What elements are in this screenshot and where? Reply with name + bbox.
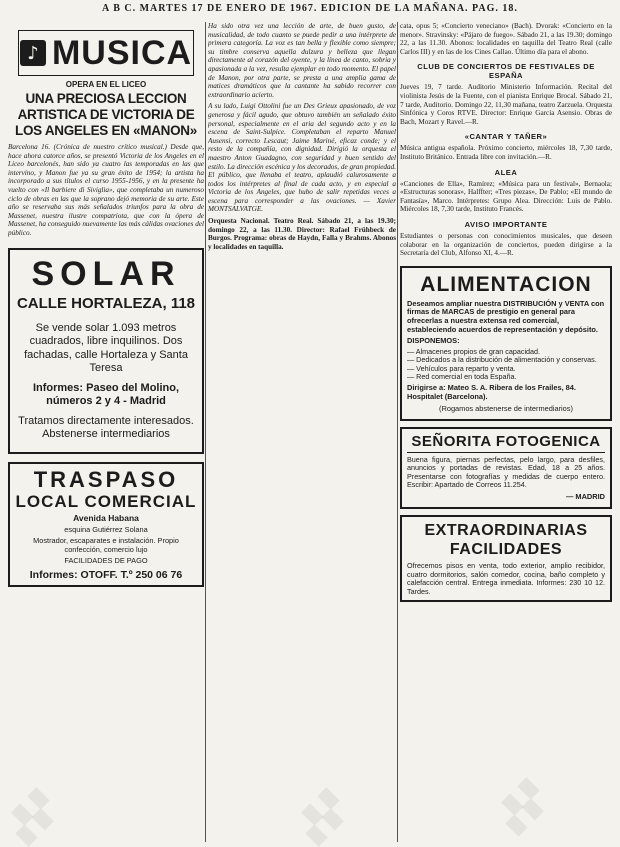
column-divider (397, 22, 398, 842)
column-middle (208, 22, 396, 842)
watermark-mark: ▞▞ (295, 789, 352, 846)
senorita-ad-body: Buena figura, piernas perfectas, pelo largo, para desfiles, anuncios y portadas de revistas. Edad, 18 a 25 años. Presentarse con fotografías y medidas de cuerpo entero. Escribir: Apartado de Correos 11.254. (407, 454, 605, 490)
traspaso-ad-line: FACILIDADES DE PAGO (64, 555, 148, 565)
article-lead: Barcelona 16. (Crónica de nuestro crítico musical.) Desde que, hace ahora catorce años, se presentó Victoria de los Angeles en el Liceo barcelonés, han sido ya cuatro las temporadas en las que intervino, y Manon fue ya su gran éxito de 1954; la artista ha incorporado a sus títulos el curso 1955-1956, y en la presente ha vuelto con «Il barbiere di Siviglia», que completaba un numeroso ciclo de obras en las que la soprano dejó memoria de su arte. Este año se reservaba sus más señalados triunfos para la obra de Massenet, nuestra ilustre compatriota, que con la ópera de Massenet, ha conseguido nuevamente las más cálidas ovaciones del público. (8, 143, 204, 237)
page-header: A B C. MARTES 17 DE ENERO DE 1967. EDICION DE LA MAÑANA. PAG. 18. (102, 3, 518, 14)
column-right (400, 22, 612, 842)
article-headline: UNA PRECIOSA LECCION ARTISTICA DE VICTORIA DE LOS ANGELES EN «MANON» (15, 91, 197, 138)
list-item: — Red comercial en toda España. (407, 372, 517, 382)
aviso-body: Estudiantes o personas con conocimientos musicales, que deseen colaborar en la organización de conciertos, pueden dirigirse a la Secretaría del Club, Alfonso XI, 4.—R. (400, 231, 612, 258)
solar-ad-body: Se vende solar 1.093 metros cuadrados, libre inquilinos. Dos fachadas, calle Hortaleza y Santa Teresa (24, 321, 188, 375)
traspaso-ad-title: TRASPASO (33, 466, 179, 492)
cantar-heading: «CANTAR Y TAÑER» (464, 132, 548, 142)
column-left (8, 22, 204, 842)
cantar-body: Música antigua española. Próximo concierto, miércoles 18, 7,30 tarde, Instituto Británico. Entrada libre con invitación.—R. (400, 144, 612, 161)
article-body: A su lado, Luigi Ottolini fue un Des Grieux apasionado, de voz generosa y fácil agudo, que obtuvo también un señalado éxito personal, especialmente en el aria del segundo acto y en la escena de Saint-Sulpice. Completaban el reparto Manuel Ausensi, correcto Lescaut; Jaime Mariné, eficaz conde; y el resto de la compañía, con dignidad. Dirigió la orquesta el maestro Anton Guadagno, con seguridad y buen sentido del estilo. La dirección escénica y los decorados, de gran propiedad. El público, que llenaba el teatro, aplaudió calurosamente a todos los intérpretes al final de cada acto, y en especial a Victoria de los Angeles, que hubo de salir repetidas veces a escena para corresponder a las ovaciones. — Xavier MONTSALVATGE. (208, 102, 396, 214)
alimentacion-ad-title: ALIMENTACION (420, 272, 592, 296)
senorita-ad-title: SEÑORITA FOTOGENICA (407, 433, 605, 453)
club-heading: CLUB DE CONCIERTOS DE FESTIVALES DE ESPAÑA (417, 62, 595, 81)
alimentacion-ad-note: (Rogamos abstenerse de intermediarios) (439, 403, 573, 413)
music-note-icon: ♪ (20, 40, 46, 66)
traspaso-ad-street: Avenida Habana (73, 512, 139, 523)
list-item: — Almacenes propios de gran capacidad. (407, 346, 541, 356)
traspaso-ad (8, 462, 204, 587)
traspaso-ad-subtitle: LOCAL COMERCIAL (15, 491, 197, 511)
watermark-mark: ▞▞ (495, 779, 552, 836)
article-kicker: OPERA EN EL LICEO (65, 80, 147, 89)
senorita-ad-city: — MADRID (565, 492, 605, 502)
solar-ad-street: CALLE HORTALEZA, 118 (16, 294, 196, 312)
concert-listing: cata, opus 5; «Concierto veneciano» (Bach). Dvorak: «Concierto en la menor». Stravinsky: «Pájaro de fuego». Sábado 21, a las 19.30; domingo 22, a las 11.30. Abonos: localidades en taquilla del Teatro Real (calle Carlos III) y en las de los Cines Callao. Último día para el abono. (400, 22, 612, 56)
senorita-ad (400, 427, 612, 509)
solar-ad-note: Tratamos directamente interesados. Abstenerse intermediarios (18, 414, 194, 441)
traspaso-ad-line: Mostrador, escaparates e instalación. Propio confección, comercio lujo (33, 535, 179, 554)
list-item: — Vehículos para reparto y venta. (407, 363, 516, 373)
extra-ad-body: Ofrecemos pisos en venta, todo exterior, amplio recibidor, cuatro dormitorios, salón comedor, cocina, baño completo y calefacción central. Entrega inmediata. Informes: 230 10 12. Tardes. (407, 561, 605, 596)
solar-ad-info: Informes: Paseo del Molino, números 2 y 4 - Madrid (32, 381, 180, 408)
alimentacion-ad-intro: Deseamos ampliar nuestra DISTRIBUCIÓN y VENTA con firmas de MARCAS de prestigio en general para ofrecerlas a nuestra extensa red comercial, estableciendo acuerdos de representación y depósito. (407, 298, 605, 335)
alimentacion-ad-subhead: DISPONEMOS: (407, 335, 460, 345)
alimentacion-ad-contact: Dirigirse a: Mateo S. A. Ribera de los Frailes, 84. Hospitalet (Barcelona). (407, 383, 576, 401)
extra-ad (400, 515, 612, 602)
music-section-title: MUSICA (51, 34, 193, 72)
club-body: Jueves 19, 7 tarde. Auditorio Ministerio Información. Recital del violinista Jesús de la Fuente, con el pianista Enrique Brocal. Sábado 21, 7 tarde, Auditorio. Domingo 22, 11,30 mañana, teatro Zarzuela. Orquesta Sinfónica y Coros RTVE. Director: Enrique García Asensio. Obras de Bach, Mozart y Ravel.—R. (400, 83, 612, 126)
article-body: Ha sido otra vez una lección de arte, de buen gusto, de musicalidad, de todo cuanto se puede pedir a una intérprete de primera categoría. La voz es tan bella y flexible como siempre; su timbre conserva aquella dulzura y belleza que llegan directamente al corazón del oyente, y la línea de canto, sobria y apasionada a la vez, resulta ejemplar en todo momento. El papel de Manon, por otra parte, se presta a una amplia gama de matices dramáticos que la cantante ha sabido recorrer con extraordinario acierto. (208, 22, 396, 99)
alea-body: «Canciones de Ella», Ramírez; «Música para un festival», Bernaola; «Estructuras sonoras», Halffter; «Tres piezas», De Pablo; «El mundo de Fantasía», Marco. Intérpretes: Grupo Alea. Dirección: Luis de Pablo. Miércoles 18, 7,30 tarde, Instituto Francés. (400, 179, 612, 214)
music-section-header (18, 30, 194, 76)
solar-ad-title: SOLAR (31, 254, 181, 293)
watermark-mark: ▞▞ (5, 789, 62, 846)
column-divider (205, 22, 206, 842)
alea-heading: ALEA (494, 167, 518, 177)
traspaso-ad-line: esquina Gutiérrez Solana (64, 524, 148, 534)
extra-ad-title: EXTRAORDINARIAS FACILIDADES (424, 522, 588, 559)
traspaso-ad-contact: Informes: OTOFF. T.º 250 06 76 (29, 568, 183, 581)
solar-ad (8, 248, 204, 454)
alimentacion-ad (400, 266, 612, 421)
list-item: — Dedicados a la distribución de alimentación y conservas. (407, 355, 597, 365)
aviso-heading: AVISO IMPORTANTE (464, 219, 548, 229)
article-notice: Orquesta Nacional. Teatro Real. Sábado 21, a las 19.30; domingo 22, a las 11.30. Director: Rafael Frühbeck de Burgos. Programa: obras de Haydn, Falla y Brahms. Abonos y localidades en taquilla. (208, 217, 396, 251)
alimentacion-ad-list (407, 348, 605, 382)
